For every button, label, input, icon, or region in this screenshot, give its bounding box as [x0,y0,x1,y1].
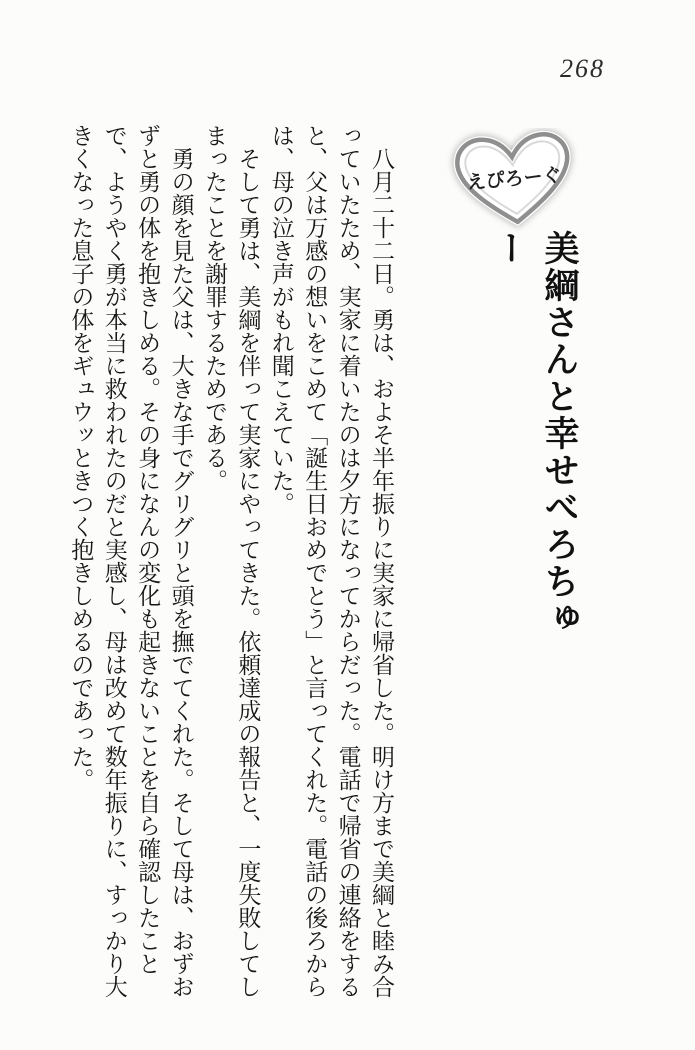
epilogue-badge [444,128,584,232]
page-number: 268 [560,54,605,83]
epilogue-badge-label: えぴろーぐ [465,164,563,195]
paragraph-3: 勇の顔を見た父は、大きな手でグリグリと頭を撫でてくれた。そして母は、おずおずと勇の体を抱きしめる。その身になんの変化も起きないことを自ら確認したことで、ようやく勇が本当に救われたのだと実感し、母は改めて数年振りに、すっかり大きくなった息子の体をギュウッときつく抱きしめるのであった。 [68,124,194,998]
chapter-title: 美綱さんと幸せべろちゅー [490,230,579,637]
paragraph-1: 八月二十二日。勇は、およそ半年振りに実家に帰省した。明け方まで美綱と睦み合っていたため、実家に着いたのは夕方になってからだった。電話で帰省の連絡をすると、父は万感の想いをこめて「誕生日おめでとう」と言ってくれた。電話の後ろからは、母の泣き声がもれ聞こえていた。 [268,124,394,998]
paragraph-2: そして勇は、美綱を伴って実家にやってきた。依頼達成の報告と、一度失敗してしまったことを謝罪するためである。 [201,124,261,998]
body-text [62,124,398,1002]
